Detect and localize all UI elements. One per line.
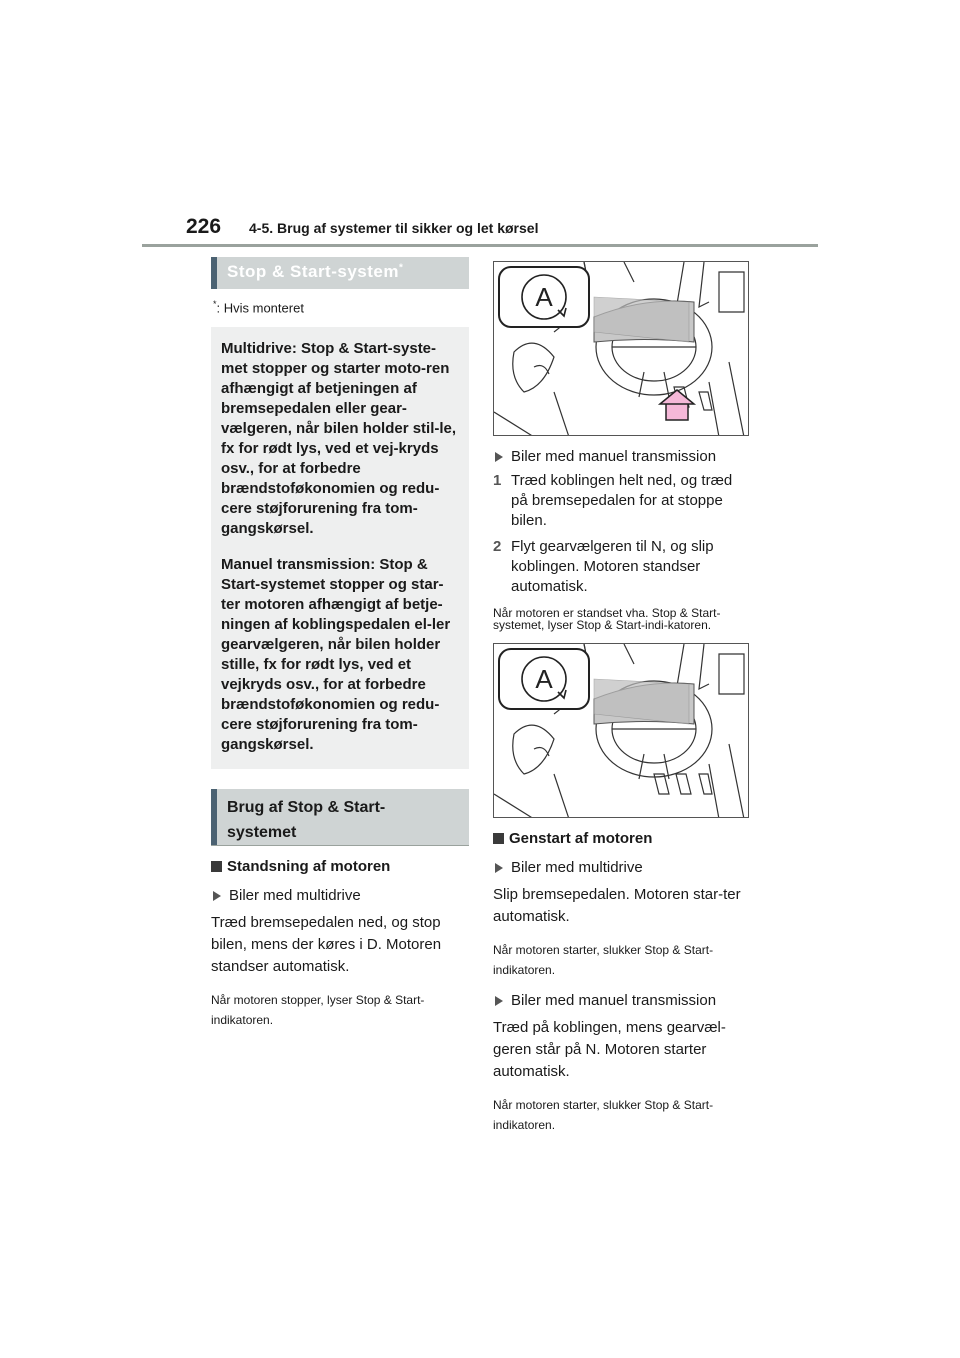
subheading-text: Genstart af motoren [509,830,653,847]
triangle-bullet-icon [495,452,503,462]
section-title-text: Stop & Start-system [227,262,399,281]
subheading-stop-engine [211,858,469,875]
step-text: Træd koblingen helt ned, og træd på bremsepedalen for at stoppe bilen. [511,472,733,529]
body-text-stop-multidrive: Træd bremsepedalen ned, og stop bilen, mens der køres i D. Motoren standser automatisk. [211,914,442,976]
section-title-line2: systemet [227,824,297,842]
info-box [211,327,469,769]
item-restart-manual [493,992,749,1009]
item-restart-multidrive [493,859,749,876]
item-label: Biler med manuel transmission [511,448,717,465]
item-manual-stop [493,448,749,465]
illustration-automatic [493,261,749,436]
section-title-line1: Brug af Stop & Start- [227,799,386,817]
illustration-manual [493,643,749,818]
left-column [211,257,469,1030]
step-number: 1 [493,472,502,489]
page-number: 226 [186,215,222,238]
label-a: A [535,282,553,312]
step-number: 2 [493,538,502,555]
footnote-text: : Hvis monteret [216,300,304,316]
info-paragraph-multidrive: Multidrive: Stop & Start-syste-met stopper og starter moto-ren afhængigt af betjeningen af bremsepedalen eller gear-vælgeren, når bilen holder stil-le, fx for rødt lys, ved et vej-kryds osv., for at forbedre brændstoføkonomien og redu-cere støjforurening fra tom-gangskørsel. [221,340,457,538]
item-label: Biler med manuel transmission [511,992,717,1009]
body-text-restart-manual: Træd på koblingen, mens gearvæl-geren står på N. Motoren starter automatisk. [493,1019,726,1080]
item-label: Biler med multidrive [229,887,361,905]
label-a: A [535,664,553,694]
item-label: Biler med multidrive [511,859,643,876]
section-title-sup: * [398,262,404,274]
footnote [213,299,469,315]
item-multidrive [211,887,469,904]
body-text-restart-multidrive: Slip bremsepedalen. Motoren star-ter automatisk. [493,886,741,925]
note-stop-multidrive: Når motoren stopper, lyser Stop & Start-indikatoren. [211,993,425,1028]
step-2 [493,537,749,597]
note-stop-manual: Når motoren er standset vha. Stop & Start-systemet, lyser Stop & Start-indi-katoren. [493,606,721,632]
dashboard-drawing-automatic [494,262,749,436]
square-bullet-icon [211,861,222,872]
chapter-title: 4-5. Brug af systemer til sikker og let kørsel [249,220,539,236]
section-divider [211,845,469,846]
triangle-bullet-icon [495,996,503,1006]
triangle-bullet-icon [213,891,221,901]
dashboard-drawing-manual [494,644,749,818]
subheading-text: Standsning af motoren [227,858,391,876]
section-title-stop-start [211,257,469,289]
triangle-bullet-icon [495,863,503,873]
note-restart-manual: Når motoren starter, slukker Stop & Start-indikatoren. [493,1098,714,1132]
step-text: Flyt gearvælgeren til N, og slip koblingen. Motoren standser automatisk. [511,538,714,595]
info-paragraph-manual: Manuel transmission: Stop & Start-systemet stopper og star-ter motoren afhængigt af betje-ningen af koblingspedalen el-ler gearvælgeren, når bilen holder stille, fx for rødt lys, ved et vejkryds osv., for at forbedre brændstoføkonomien og redu-cere støjforurening fra tom-gangskørsel. [221,556,451,754]
square-bullet-icon [493,833,504,844]
footnote-mark: * [213,299,217,309]
step-1 [493,471,749,531]
note-restart-multidrive: Når motoren starter, slukker Stop & Start-indikatoren. [493,943,714,977]
right-column [493,261,749,1135]
header-divider [142,244,818,247]
section-title-usage [211,789,469,845]
subheading-restart-engine [493,830,749,847]
